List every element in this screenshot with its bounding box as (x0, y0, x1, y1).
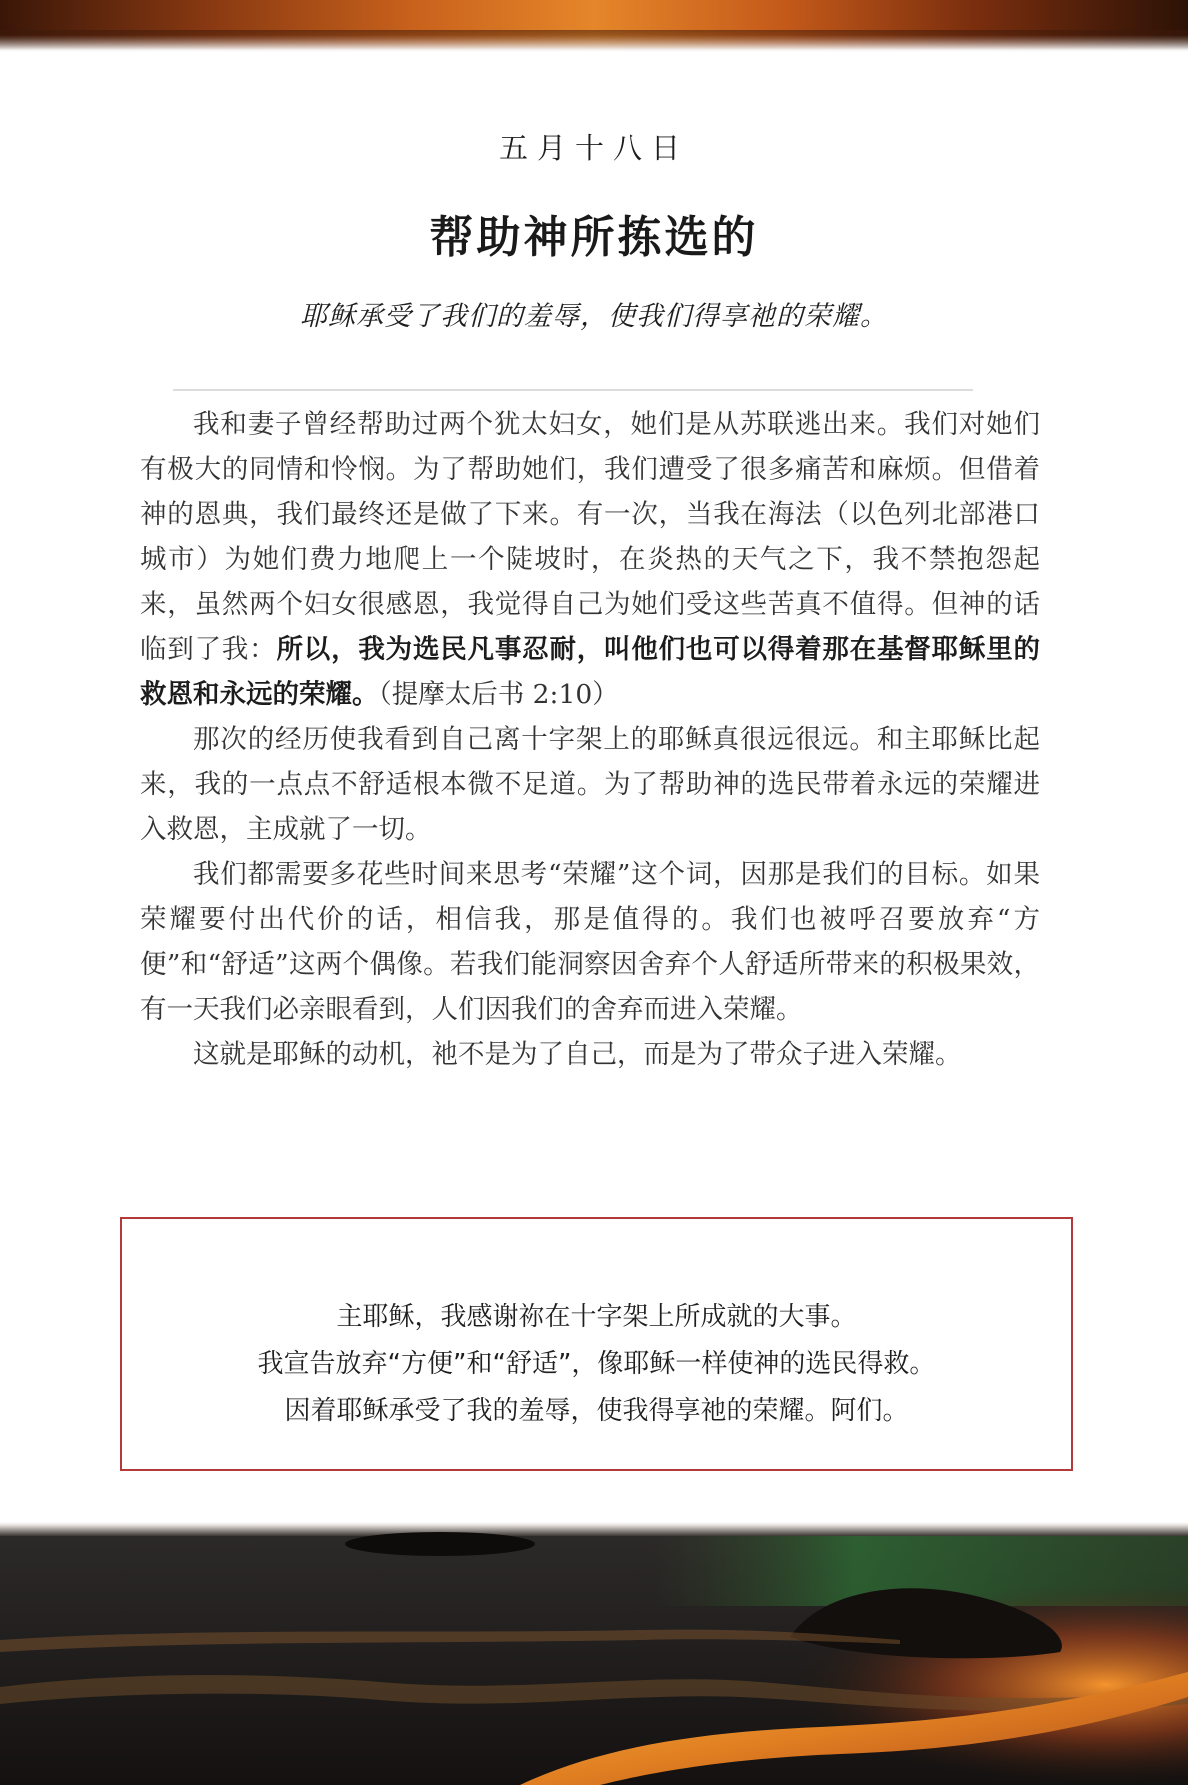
prayer-box (120, 1217, 1073, 1471)
paragraph-1 (140, 402, 1040, 717)
distant-island (345, 1532, 535, 1556)
page-title: 帮助神所拣选的 (429, 212, 759, 263)
paragraph-2: 那次的经历使我看到自己离十字架上的耶稣真很远很远。和主耶稣比起来，我的一点点不舒适根本微不足道。为了帮助神的选民带着永远的荣耀进入救恩，主成就了一切。 (140, 724, 1040, 845)
landscape-illustration (0, 1522, 1188, 1785)
prayer-line-3: 因着耶稣承受了我的羞辱，使我得享祂的荣耀。阿们。 (284, 1396, 909, 1426)
scripture-quote: 所以，我为选民凡事忍耐，叫他们也可以得着那在基督耶稣里的救恩和永远的荣耀。 (140, 634, 1040, 710)
prayer-line-1: 主耶稣，我感谢祢在十字架上所成就的大事。 (336, 1302, 857, 1332)
paragraph-4: 这就是耶稣的动机，祂不是为了自己，而是为了带众子进入荣耀。 (193, 1039, 962, 1070)
prayer-line-2: 我宣告放弃“方便”和“舒适”，像耶稣一样使神的选民得救。 (257, 1349, 936, 1379)
top-band-shadow (0, 30, 1188, 52)
title-divider (173, 389, 973, 391)
paragraph-3: 我们都需要多花些时间来思考“荣耀”这个词，因那是我们的目标。如果荣耀要付出代价的话，相信我，那是值得的。我们也被呼召要放弃“方便”和“舒适”这两个偶像。若我们能洞察因舍弃个人舒适所带来的积极果效，有一天我们必亲眼看到，人们因我们的舍弃而进入荣耀。 (140, 859, 1040, 1025)
prayer-text (122, 1294, 1071, 1435)
devotional-body (140, 402, 1040, 1077)
page-date: 五月十八日 (498, 131, 689, 165)
paragraph-1-text: 我和妻子曾经帮助过两个犹太妇女，她们是从苏联逃出来。我们对她们有极大的同情和怜悯。为了帮助她们，我们遭受了很多痛苦和麻烦。但借着神的恩典，我们最终还是做了下来。有一次，当我在海法（以色列北部港口城市）为她们费力地爬上一个陡坡时，在炎热的天气之下，我不禁抱怨起来，虽然两个妇女很感恩，我觉得自己为她们受这些苦真不值得。但神的话临到了我： (140, 409, 1040, 665)
page-subtitle: 耶稣承受了我们的羞辱，使我们得享祂的荣耀。 (300, 301, 888, 332)
bottom-landscape-image (0, 1522, 1188, 1785)
scripture-reference: （提摩太后书 2:10） (378, 679, 619, 710)
